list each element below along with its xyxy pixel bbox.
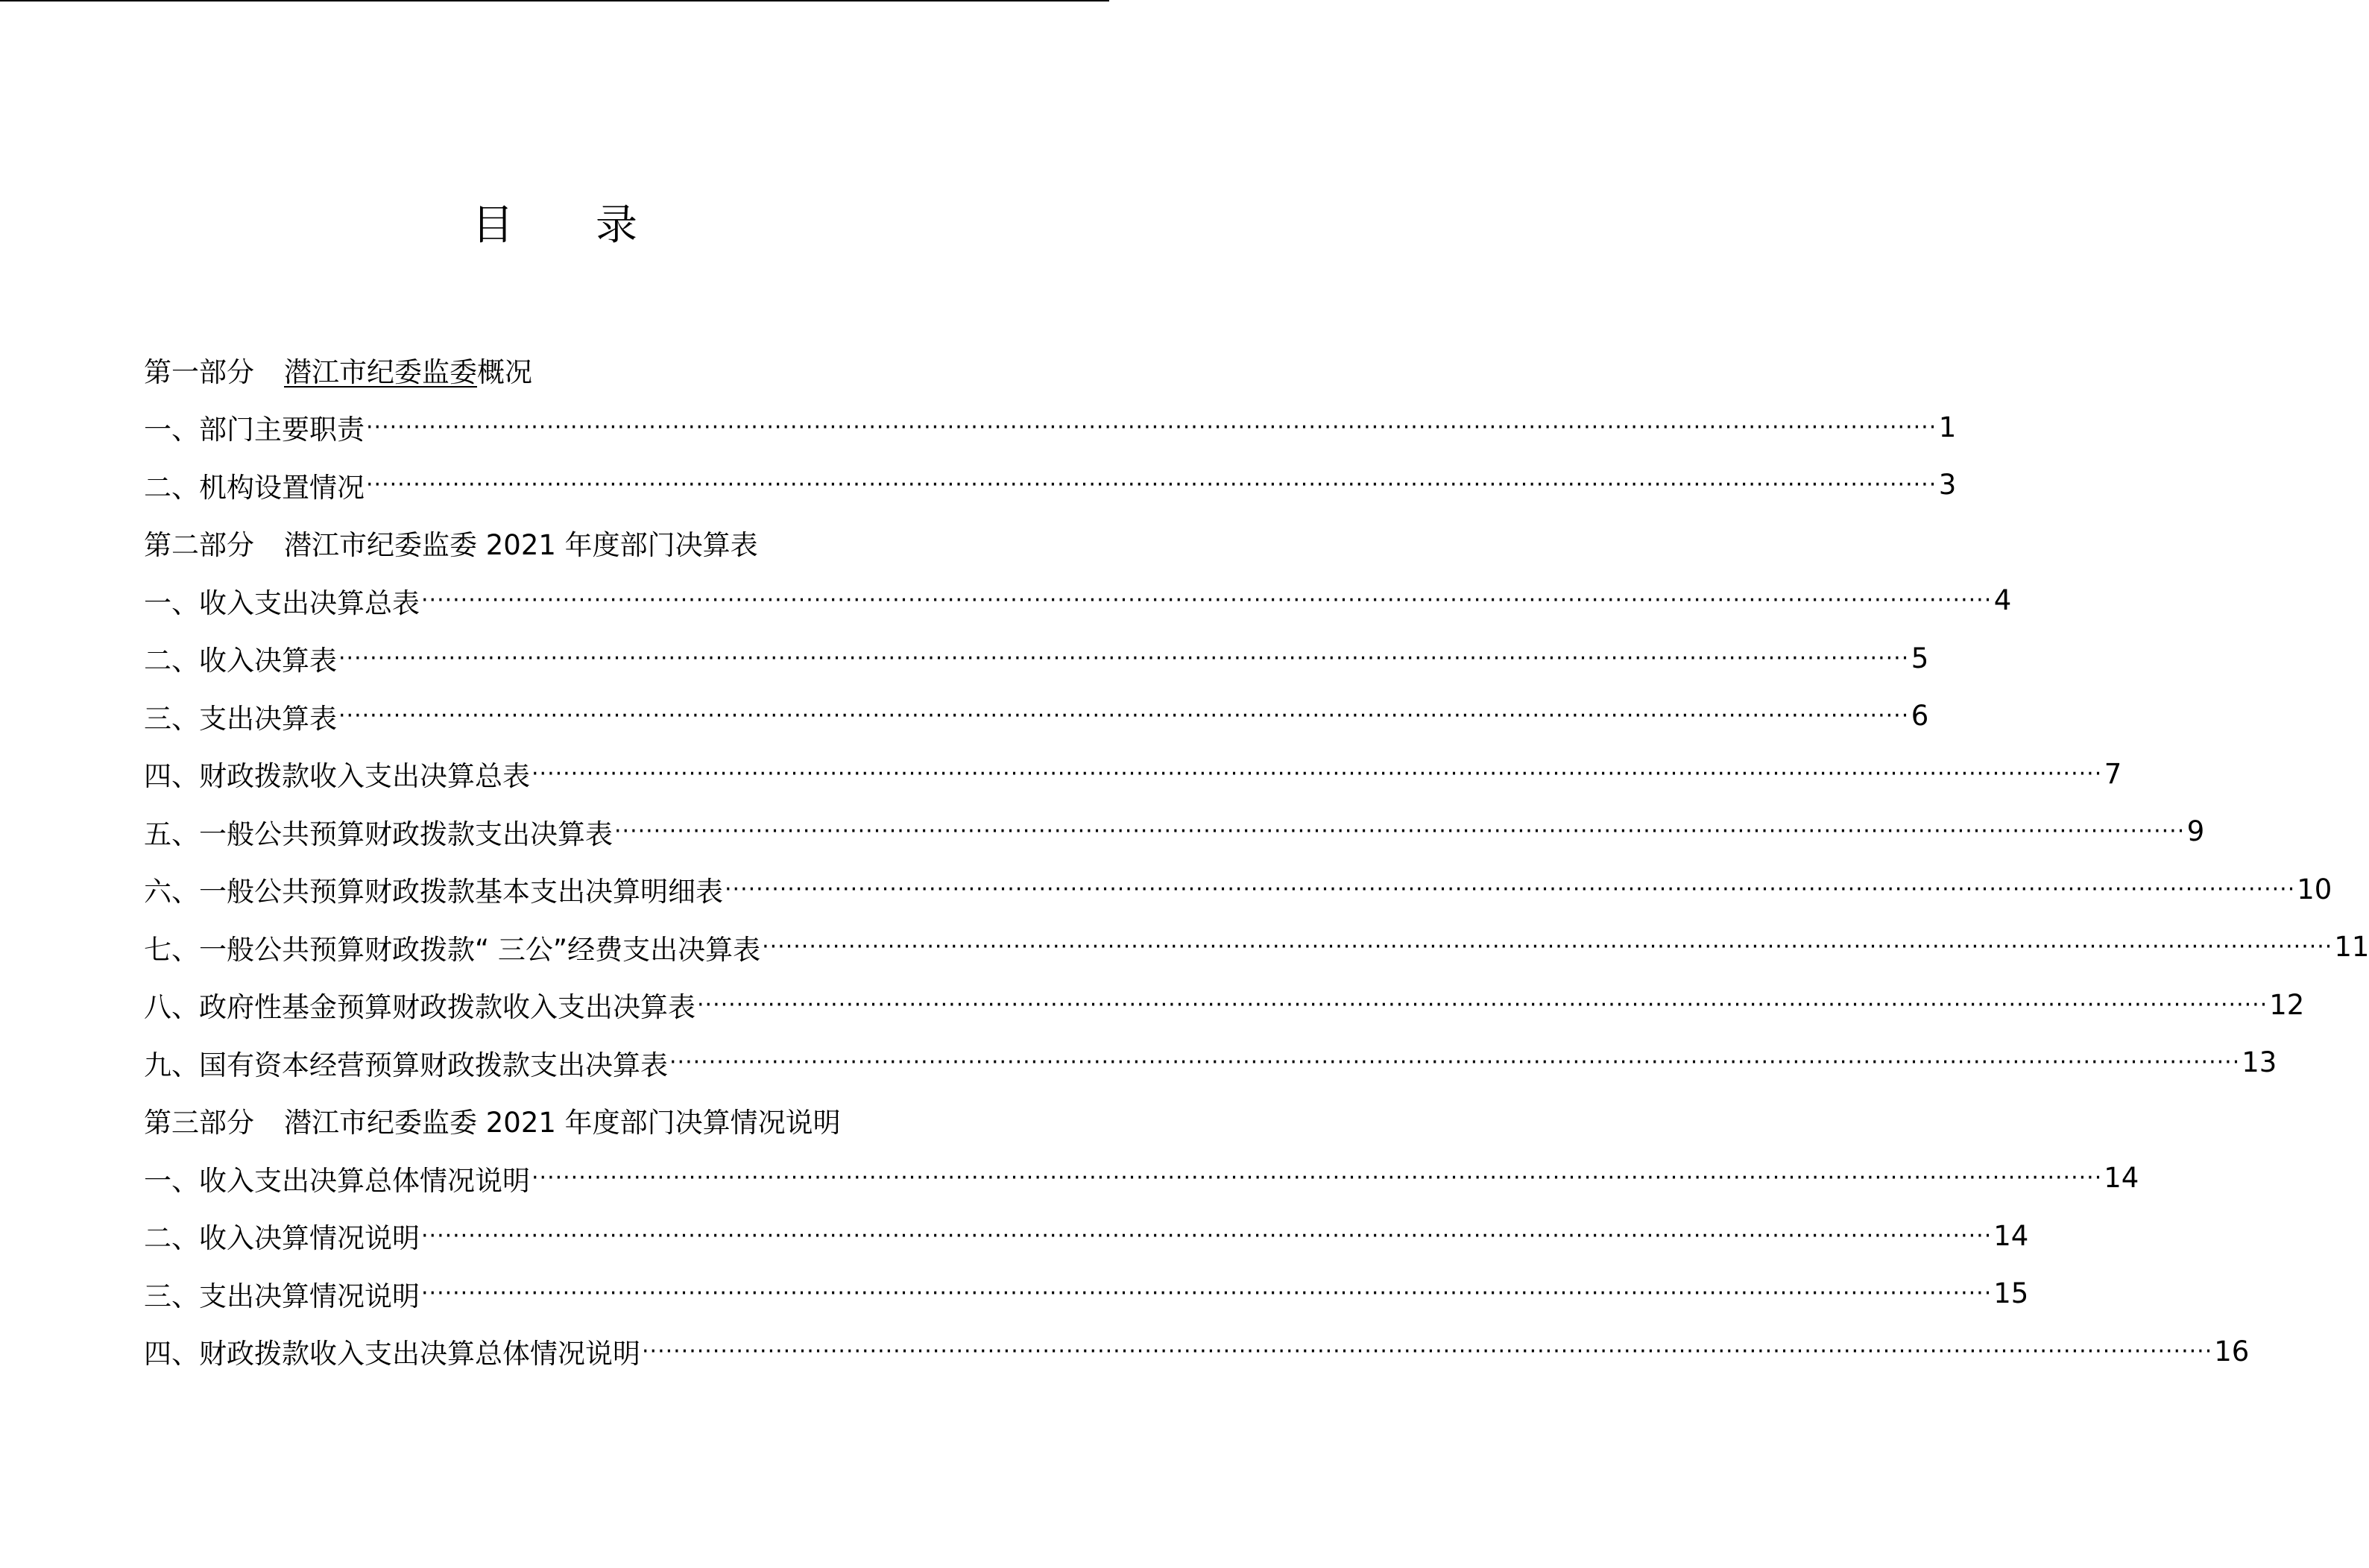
toc-page-number: 10 [2297, 873, 2332, 905]
toc-part-prefix: 第二部分 [144, 529, 254, 562]
toc-part-heading[interactable] [144, 514, 968, 572]
toc-part-prefix: 第三部分 [144, 1107, 254, 1139]
toc-item[interactable] [144, 976, 2305, 1034]
toc-part-heading[interactable] [144, 1092, 968, 1150]
toc-item-label: 五、一般公共预算财政拨款支出决算表 [144, 818, 613, 850]
toc-item[interactable] [144, 1323, 2250, 1381]
toc-item-label: 六、一般公共预算财政拨款基本支出决算明细表 [144, 876, 723, 908]
toc-item[interactable] [144, 1207, 2029, 1265]
toc-item[interactable] [144, 1149, 2139, 1207]
toc-page-number: 4 [1993, 584, 2012, 617]
toc-part-title: 概况 [477, 355, 532, 388]
toc-dot-leader: ········································································································································································································ [669, 1049, 2241, 1076]
toc-page-number: 9 [2186, 815, 2205, 848]
toc-part-prefix: 第一部分 [144, 355, 254, 388]
toc-item[interactable] [144, 630, 1929, 688]
toc-dot-leader: ········································································································································································································ [366, 472, 1937, 499]
toc-part-title-underlined: 潜江市纪委监委 [284, 355, 477, 388]
toc-dot-leader: ········································································································································································································ [725, 876, 2296, 902]
toc-item[interactable] [144, 572, 2012, 630]
toc-dot-leader: ········································································································································································································ [642, 1338, 2213, 1365]
toc-part-heading[interactable] [144, 341, 968, 399]
title-char-1: 目 [472, 201, 514, 250]
toc-dot-leader: ········································································································································································································ [531, 1165, 2103, 1192]
toc-item-label: 七、一般公共预算财政拨款“ 三公”经费支出决算表 [144, 933, 761, 966]
title-char-2: 录 [596, 201, 637, 250]
toc-item[interactable] [144, 1265, 2029, 1323]
toc-item-label: 三、支出决算情况说明 [144, 1280, 420, 1312]
toc-item-label: 八、政府性基金预算财政拨款收入支出决算表 [144, 991, 695, 1024]
toc-page-number: 6 [1911, 700, 1929, 733]
toc-item-label: 二、收入决算情况说明 [144, 1222, 420, 1255]
toc-item-label: 四、财政拨款收入支出决算总体情况说明 [144, 1338, 640, 1371]
toc-item[interactable] [144, 745, 2122, 803]
toc-item[interactable] [144, 687, 1929, 745]
toc-dot-leader: ········································································································································································································ [421, 1280, 1993, 1307]
toc-dot-leader: ········································································································································································································ [762, 934, 2333, 961]
toc-part-label [144, 350, 532, 390]
table-of-contents [144, 341, 2369, 1380]
toc-item-label: 九、国有资本经营预算财政拨款支出决算表 [144, 1049, 668, 1081]
toc-item[interactable] [144, 399, 1957, 457]
toc-item-label: 二、机构设置情况 [144, 471, 365, 504]
toc-part-title: 潜江市纪委监委 2021 年度部门决算表 [284, 529, 758, 562]
toc-page-number: 14 [2104, 1162, 2139, 1195]
toc-part-label [144, 522, 758, 563]
toc-item[interactable] [144, 803, 2205, 861]
toc-page-number: 5 [1911, 642, 1929, 674]
toc-dot-leader: ········································································································································································································ [338, 703, 1910, 730]
toc-item-label: 四、财政拨款收入支出决算总表 [144, 760, 530, 793]
toc-page-number: 15 [1993, 1277, 2029, 1310]
toc-item-label: 一、部门主要职责 [144, 414, 365, 446]
toc-page-number: 1 [1938, 411, 1957, 443]
toc-page-number: 14 [1993, 1219, 2029, 1252]
toc-item-label: 三、支出决算表 [144, 702, 337, 735]
toc-dot-leader: ········································································································································································································ [366, 414, 1937, 440]
toc-page-number: 3 [1938, 469, 1957, 502]
toc-dot-leader: ········································································································································································································ [421, 587, 1993, 614]
toc-item-label: 二、收入决算表 [144, 645, 337, 677]
toc-page-number: 16 [2214, 1335, 2250, 1368]
toc-dot-leader: ········································································································································································································ [697, 991, 2268, 1018]
toc-item[interactable] [144, 456, 1957, 514]
toc-part-label [144, 1100, 841, 1140]
toc-page-number: 11 [2334, 931, 2369, 964]
page-top-border [0, 0, 1109, 1]
page-title [0, 200, 1109, 252]
toc-dot-leader: ········································································································································································································ [531, 760, 2103, 787]
toc-item[interactable] [144, 1034, 2277, 1092]
toc-dot-leader: ········································································································································································································ [338, 645, 1910, 671]
toc-page-number: 12 [2269, 988, 2305, 1021]
toc-item[interactable] [144, 918, 2369, 976]
toc-item[interactable] [144, 861, 2332, 919]
toc-page-number: 7 [2104, 757, 2122, 790]
toc-page-number: 13 [2242, 1046, 2277, 1079]
toc-item-label: 一、收入支出决算总体情况说明 [144, 1164, 530, 1197]
toc-dot-leader: ········································································································································································································ [614, 818, 2186, 845]
toc-dot-leader: ········································································································································································································ [421, 1222, 1993, 1249]
toc-part-title: 潜江市纪委监委 2021 年度部门决算情况说明 [284, 1107, 841, 1139]
toc-item-label: 一、收入支出决算总表 [144, 587, 420, 619]
